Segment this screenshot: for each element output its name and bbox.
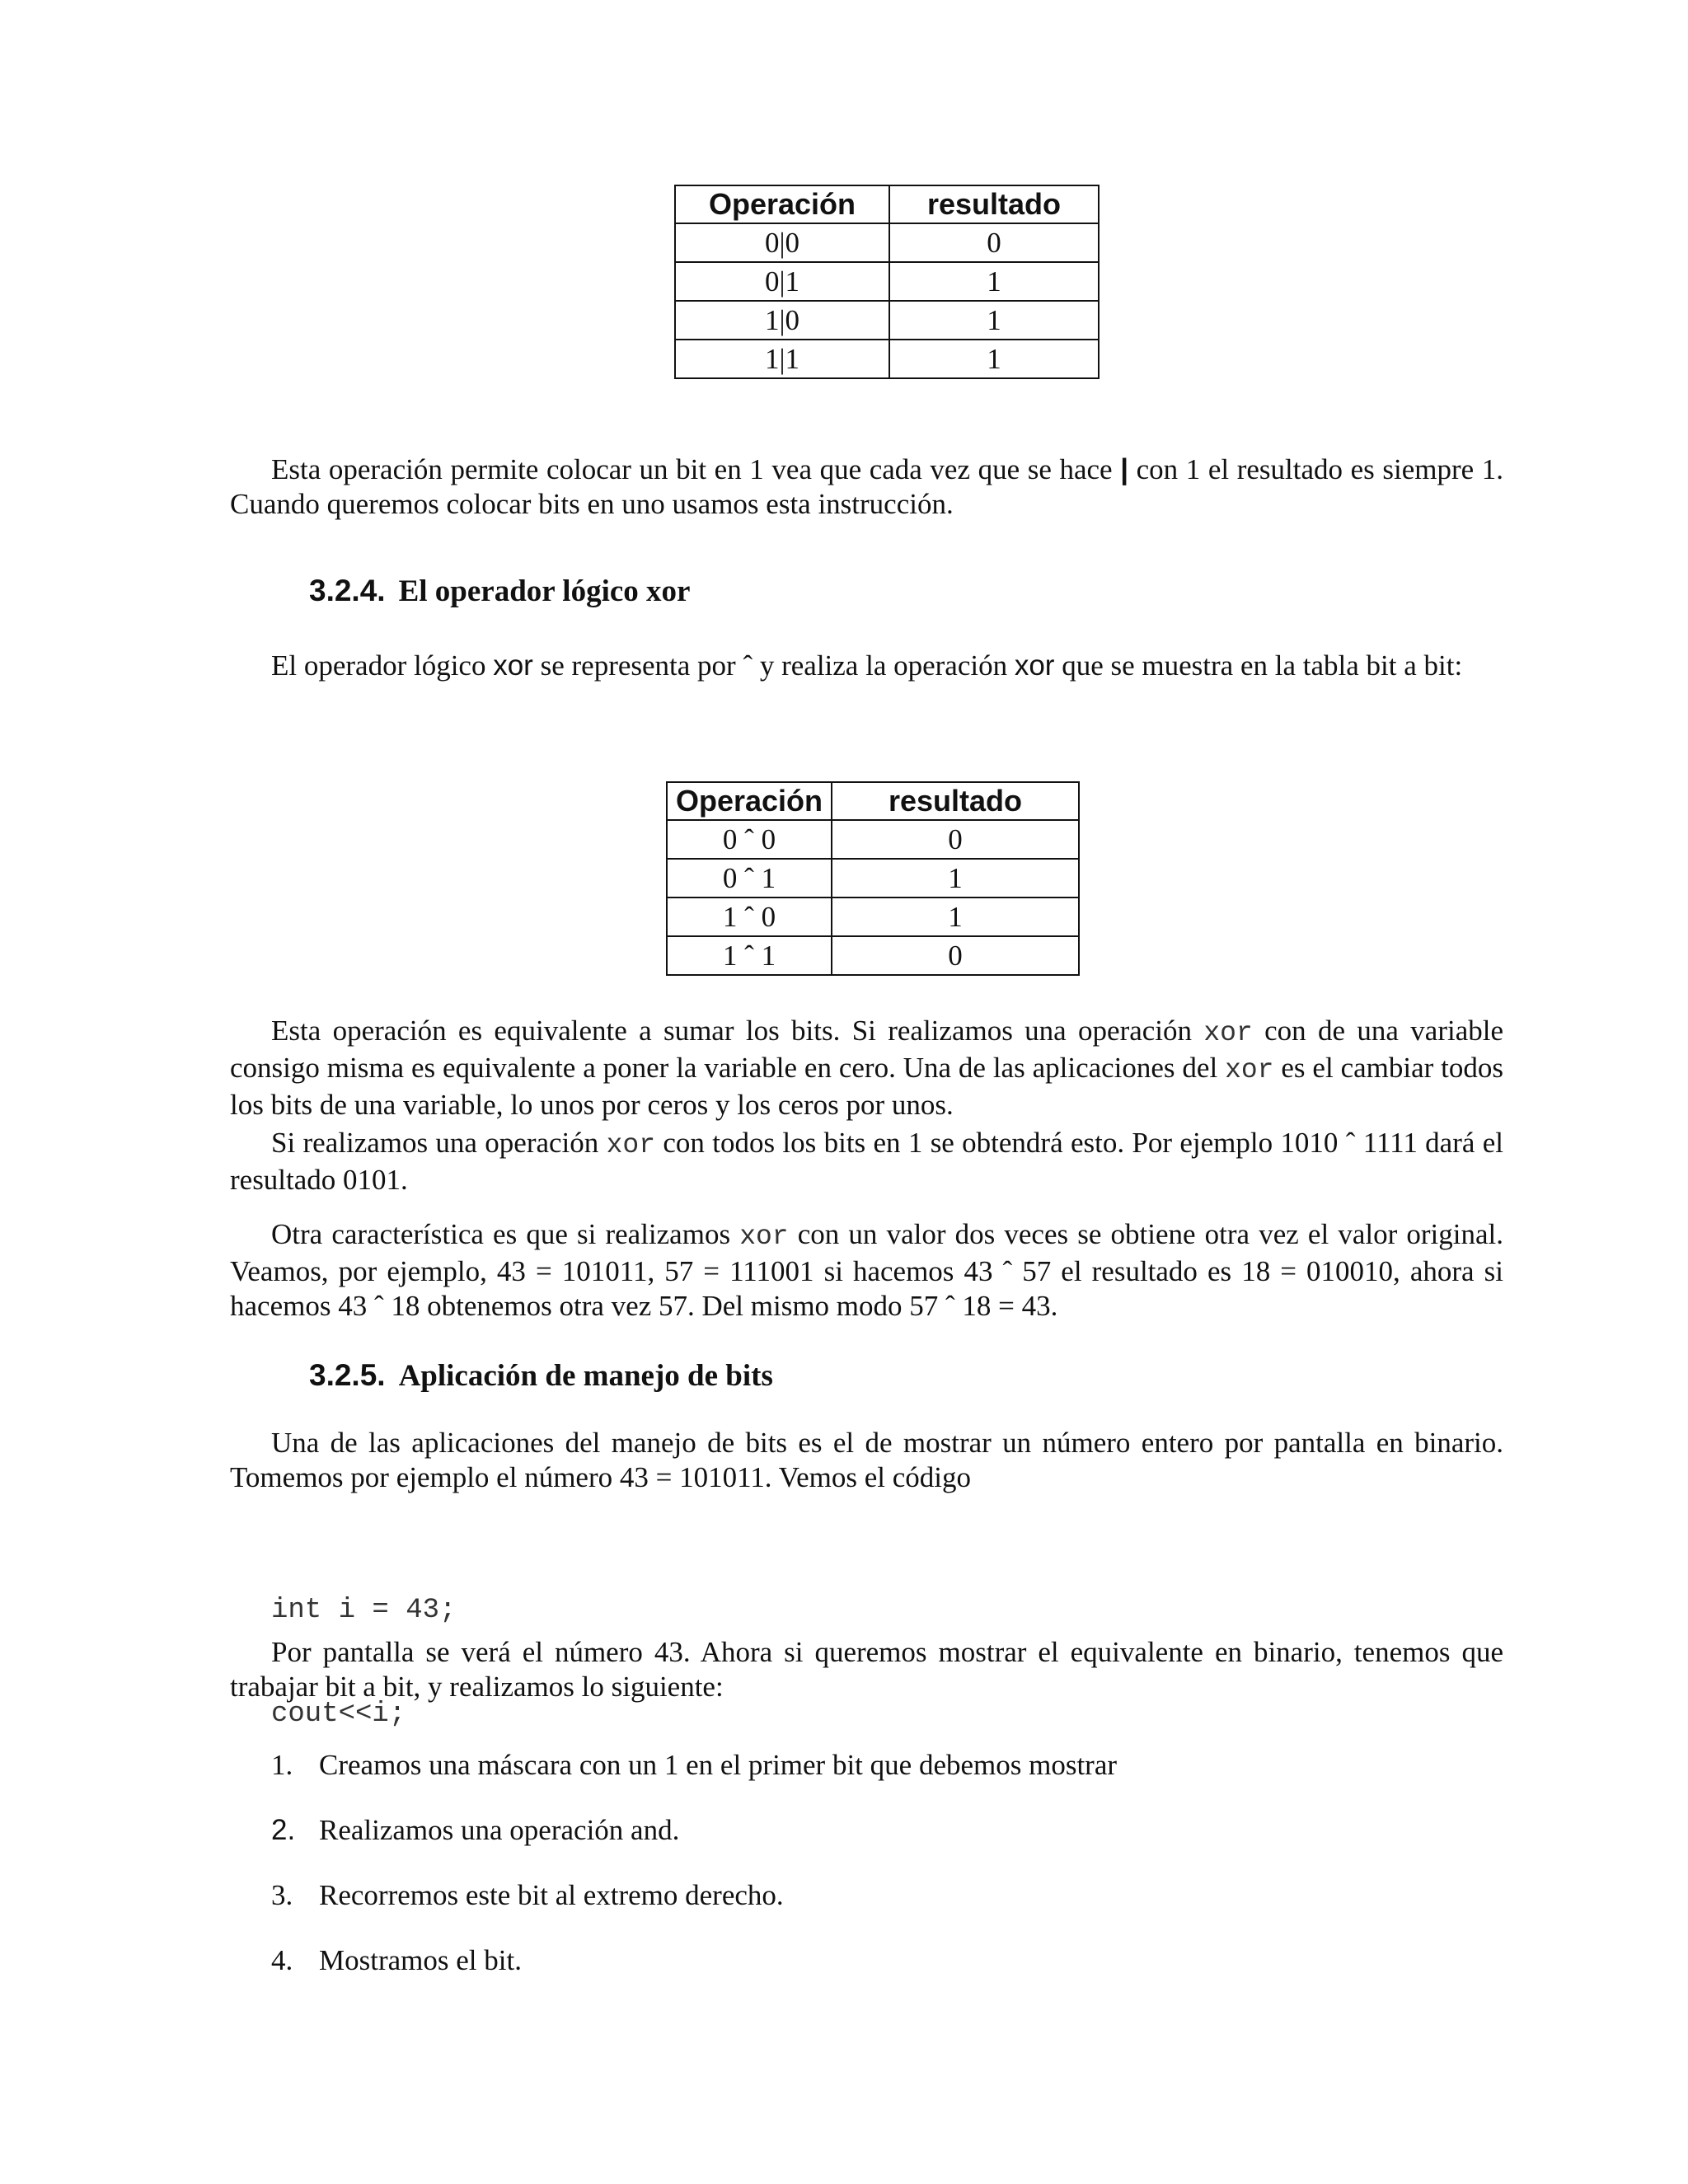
table-cell-operation: 0|0: [675, 223, 889, 262]
table-cell-operation: 1|1: [675, 340, 889, 378]
table-cell-operation: 1 ˆ 0: [667, 898, 832, 936]
list-item-text: Recorremos este bit al extremo derecho.: [319, 1879, 784, 1911]
column-header-resultado: resultado: [832, 782, 1079, 820]
table-row: [667, 936, 1079, 975]
text-run: es el cambiar todos los bits de una variable, lo unos por ceros y los ceros por unos.: [230, 1052, 1503, 1121]
table-cell-operation: 0 ˆ 1: [667, 859, 832, 898]
table-cell-operation: 0 ˆ 0: [667, 820, 832, 859]
text-run: Si realizamos una operación: [271, 1127, 607, 1159]
table-cell-result: 0: [832, 936, 1079, 975]
column-header-operacion: Operación: [667, 782, 832, 820]
text-run: con 1 el resultado es siempre 1. Cuando queremos colocar bits en uno usamos esta instrucción.: [230, 453, 1503, 520]
table-header-row: [675, 185, 1099, 223]
xor-keyword: xor: [739, 1221, 789, 1252]
table-row: [667, 898, 1079, 936]
section-title: Aplicación de manejo de bits: [398, 1359, 773, 1393]
or-description-paragraph: [230, 452, 1503, 522]
table-cell-operation: 1|0: [675, 301, 889, 340]
xor-equivalence-paragraph: [230, 1014, 1503, 1122]
text-run: con un valor dos veces se obtiene otra vez el valor original. Veamos, por ejemplo, 43 = 101011, 57 = 111001 si hacemos 43 ˆ 57 el resultado es 18 = 010010, ahora si hacemos 43 ˆ 18 obtenemos otra vez 57. Del mismo modo 57 ˆ 18 = 43.: [230, 1218, 1503, 1322]
table-cell-operation: 1 ˆ 1: [667, 936, 832, 975]
column-header-operacion: Operación: [675, 185, 889, 223]
section-title: El operador lógico xor: [398, 574, 691, 608]
table-cell-operation: 0|1: [675, 262, 889, 301]
table-cell-result: 1: [889, 340, 1099, 378]
xor-keyword: xor: [1014, 649, 1055, 682]
text-run: con de una variable consigo misma es equivalente a poner la variable en cero. Una de las aplicaciones del: [230, 1015, 1503, 1084]
list-item-number: 2.: [271, 1814, 296, 1846]
xor-truth-table: [666, 781, 1080, 976]
list-item-text: Realizamos una operación and.: [319, 1814, 680, 1846]
or-truth-table: [674, 185, 1100, 379]
binary-output-paragraph: Por pantalla se verá el número 43. Ahora si queremos mostrar el equivalente en binario, tenemos que trabajar bit a bit, y realizamos lo siguiente:: [230, 1636, 1503, 1703]
xor-keyword: xor: [493, 649, 533, 682]
text-run: se representa por ˆ y realiza la operación: [532, 649, 1015, 682]
list-item-number: 4.: [271, 1944, 293, 1976]
section-number: 3.2.4.: [309, 574, 386, 607]
text-run: Otra característica es que si realizamos: [271, 1218, 740, 1250]
xor-keyword: xor: [1203, 1018, 1253, 1048]
section-heading-3-2-4: [309, 574, 690, 609]
list-item: [271, 1813, 679, 1848]
table-cell-result: 0: [832, 820, 1079, 859]
xor-all-ones-paragraph: [230, 1126, 1503, 1197]
section-heading-3-2-5: [309, 1358, 773, 1394]
table-row: [675, 301, 1099, 340]
list-item-text: Mostramos el bit.: [319, 1944, 522, 1976]
code-line: cout<<i;: [271, 1699, 406, 1730]
code-line: int i = 43;: [271, 1595, 457, 1626]
table-cell-result: 1: [832, 898, 1079, 936]
table-cell-result: 1: [889, 301, 1099, 340]
text-run: con todos los bits en 1 se obtendrá esto. Por ejemplo 1010 ˆ 1111 dará el resultado 0101.: [230, 1127, 1503, 1196]
table-row: [675, 340, 1099, 378]
table-header-row: [667, 782, 1079, 820]
text-run: Esta operación permite colocar un bit en 1 vea que cada vez que se hace: [271, 453, 1121, 485]
list-item: [271, 1878, 784, 1913]
or-operator-symbol: |: [1120, 453, 1128, 485]
list-item-number: 1.: [271, 1749, 293, 1781]
table-cell-result: 0: [889, 223, 1099, 262]
table-row: [675, 262, 1099, 301]
list-item: [271, 1748, 1117, 1783]
text-run: El operador lógico: [271, 649, 494, 682]
column-header-resultado: resultado: [889, 185, 1099, 223]
section-number: 3.2.5.: [309, 1358, 386, 1392]
text-run: Esta operación es equivalente a sumar los bits. Si realizamos una operación: [271, 1015, 1204, 1047]
table-cell-result: 1: [889, 262, 1099, 301]
xor-twice-paragraph: [230, 1217, 1503, 1324]
list-item-text: Creamos una máscara con un 1 en el primer bit que debemos mostrar: [319, 1749, 1118, 1781]
xor-intro-paragraph: [230, 649, 1503, 683]
table-row: [667, 820, 1079, 859]
text-run: que se muestra en la tabla bit a bit:: [1054, 649, 1463, 682]
table-cell-result: 1: [832, 859, 1079, 898]
list-item-number: 3.: [271, 1879, 293, 1911]
xor-keyword: xor: [606, 1130, 656, 1160]
bit-application-paragraph: Una de las aplicaciones del manejo de bits es el de mostrar un número entero por pantalla en binario. Tomemos por ejemplo el número 43 = 101011. Vemos el código: [230, 1427, 1503, 1493]
list-item: [271, 1943, 522, 1978]
xor-keyword: xor: [1225, 1055, 1274, 1085]
table-row: [667, 859, 1079, 898]
table-row: [675, 223, 1099, 262]
